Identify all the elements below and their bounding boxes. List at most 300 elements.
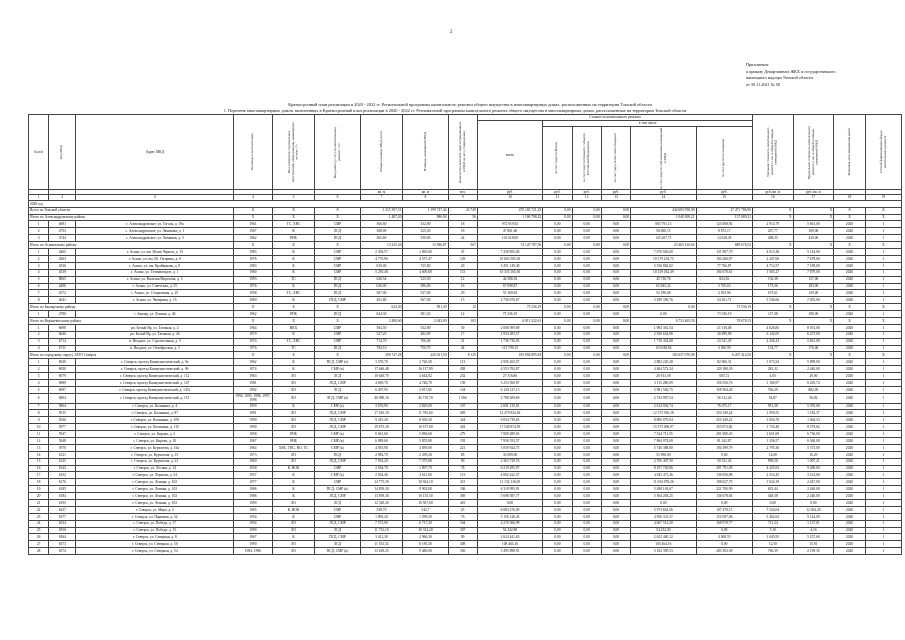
table-cell: 8 107 703,86 — [631, 465, 696, 472]
table-cell: 4780 — [49, 311, 76, 318]
table-row — [29, 221, 902, 228]
table-cell: 2 691 135,91 — [477, 403, 542, 410]
table-cell: г. Асино, ул. им. Крайванова, д. 8 — [76, 262, 234, 269]
table-cell: СМР (к) — [315, 431, 360, 438]
table-cell: 415 — [448, 479, 477, 486]
table-cell: 136 956,88 — [696, 472, 752, 479]
appendix-block — [746, 62, 901, 88]
table-cell: 1981 — [234, 379, 272, 386]
table-cell: 0,00 — [543, 451, 572, 458]
table-cell: X — [315, 304, 360, 311]
table-cell: 1 — [865, 290, 901, 297]
table-cell: 408,35 — [753, 235, 794, 242]
table-cell: 0,00 — [601, 410, 630, 417]
table-cell: 176,00 — [793, 345, 834, 352]
table-cell: 0,00 — [543, 438, 572, 445]
table-cell: 139 — [448, 379, 477, 386]
table-cell: 2020 — [834, 520, 866, 527]
subtotal-label: Итого по Александровскому району — [29, 214, 234, 221]
table-cell: 81 342,87 — [696, 438, 752, 445]
table-cell: 0,00 — [543, 479, 572, 486]
table-cell: 1990 — [234, 541, 272, 548]
table-cell: 7 524 711,55 — [631, 431, 696, 438]
table-cell: 0,00 — [543, 331, 572, 338]
unit-cell: кв. м — [403, 190, 448, 195]
table-cell: 11 553,32 — [360, 541, 403, 548]
table-cell: 2020 — [834, 458, 866, 465]
table-cell: ЛСД — [315, 386, 360, 393]
table-cell: 56 512,26 — [696, 393, 752, 403]
table-cell: СМР — [315, 338, 360, 345]
table-cell: 183,00 — [793, 283, 834, 290]
table-cell: 194 670,61 — [696, 269, 752, 276]
table-cell: ЛСД, СМР — [315, 379, 360, 386]
table-cell: 0,00 — [696, 527, 752, 534]
table-cell: 73 536,19 — [696, 304, 752, 311]
table-cell: 5 451 149,40 — [477, 262, 542, 269]
table-cell: 1 — [29, 221, 49, 228]
table-cell: 1986 — [234, 486, 272, 493]
table-cell: 0,00 — [572, 403, 601, 410]
table-cell: 1 — [865, 393, 901, 403]
table-cell: 0,00 — [601, 548, 630, 555]
table-cell: 0,00 — [543, 228, 572, 235]
table-cell: 185 894 895,84 — [477, 352, 542, 359]
table-cell: К — [272, 534, 315, 541]
table-cell: 1 — [865, 283, 901, 290]
table-cell: 137 089,21 — [696, 214, 752, 221]
table-cell: 2 — [29, 255, 49, 262]
table-cell: 542,7 — [403, 506, 448, 513]
table-cell: К — [272, 228, 315, 235]
table-cell: 1 007,21 — [793, 458, 834, 465]
table-cell: 4465 — [49, 249, 76, 256]
table-cell: 1 — [865, 228, 901, 235]
table-cell: 3 115 286,09 — [631, 379, 696, 386]
table-cell: г. Северск, проезд Коммунистический, д. 147 — [76, 379, 234, 386]
table-cell: ЛСД, СМР — [315, 410, 360, 417]
column-number-cell: 6 — [315, 195, 360, 200]
table-cell: 0,00 — [601, 304, 630, 311]
table-cell: 442 683 958,09 — [631, 207, 696, 214]
header-cost-fund: за счет средств Фонда — [543, 127, 572, 190]
table-cell: 2020 — [834, 331, 866, 338]
table-cell: 6125 — [49, 458, 76, 465]
table-cell: 56 — [448, 214, 477, 221]
table-cell: К — [272, 513, 315, 520]
table-cell: 4 945 471,46 — [631, 472, 696, 479]
table-cell: ЛСД, СМР — [315, 458, 360, 465]
table-cell: г. Северск, проезд Коммунистический, д. 112 — [76, 373, 234, 380]
table-cell: 0,00 — [696, 500, 752, 507]
table-cell: 2020 — [834, 359, 866, 366]
table-cell: 2 440,00 — [793, 486, 834, 493]
table-cell: 2 008 509,69 — [477, 324, 542, 331]
table-cell: X — [753, 304, 794, 311]
table-cell: 13 — [29, 444, 49, 451]
table-cell: 194 599,79 — [696, 444, 752, 451]
table-cell: 113 — [448, 472, 477, 479]
table-cell: 0,00 — [696, 541, 752, 548]
table-cell: 43 749 — [448, 207, 477, 214]
table-cell: 416 — [448, 500, 477, 507]
table-cell: 11 034 078,26 — [631, 479, 696, 486]
table-row — [29, 269, 902, 276]
table-cell: 1 — [865, 269, 901, 276]
table-cell: 2020 — [834, 410, 866, 417]
column-number-cell: 12 — [572, 195, 601, 200]
table-cell: 527,20 — [360, 331, 403, 338]
table-cell: СМР — [315, 331, 360, 338]
table-cell: К — [272, 486, 315, 493]
subtotal-label: Всего по Томской области — [29, 207, 234, 214]
year-row — [29, 200, 902, 207]
table-cell: 2 447,00 — [793, 479, 834, 486]
table-cell: 2 — [29, 366, 49, 373]
table-cell: 6 120 137,13 — [477, 386, 542, 393]
table-cell: 1976 — [234, 345, 272, 352]
table-cell: 4753 — [49, 228, 76, 235]
table-cell: 1 — [865, 324, 901, 331]
table-cell: ПСД — [315, 235, 360, 242]
table-cell: 10 — [29, 424, 49, 431]
table-cell: ВЧБ — [272, 311, 315, 318]
table-cell: 5 498 163,67 — [631, 486, 696, 493]
table-cell: 0,00 — [601, 506, 630, 513]
table-row — [29, 366, 902, 373]
table-cell: 6573 — [49, 541, 76, 548]
table-cell: 6 736,00 — [793, 431, 834, 438]
table-cell: 5 536 882,82 — [631, 262, 696, 269]
table-cell: 405 — [448, 410, 477, 417]
table-cell: 0,00 — [572, 493, 601, 500]
table-row — [29, 324, 902, 331]
table-cell: 2020 — [834, 444, 866, 451]
table-cell: г. Северск, ул. Кирова, д. 2 — [76, 431, 234, 438]
column-number-cell: 5 — [272, 195, 315, 200]
table-cell: 15,81 — [793, 541, 834, 548]
table-cell: X — [793, 242, 834, 249]
table-cell: 16 — [29, 465, 49, 472]
table-cell: ПСД, СМР — [315, 297, 360, 304]
table-cell: ВЧБ — [272, 431, 315, 438]
table-cell: 4691 — [49, 221, 76, 228]
table-cell: СМР — [315, 479, 360, 486]
table-cell: 2020 — [834, 290, 866, 297]
table-cell: 2 363 739,76 — [477, 458, 542, 465]
table-cell: 0,00 — [572, 458, 601, 465]
table-cell: 281 980,43 — [696, 431, 752, 438]
table-cell: 1 — [865, 338, 901, 345]
table-cell: с. Бакчар, ул. Ленина, д. 46 — [76, 311, 234, 318]
table-cell: 1 736 736,93 — [477, 338, 542, 345]
table-cell: 2020 — [834, 493, 866, 500]
table-cell: г. Асино, ул. Чичерина, д. 15 — [76, 297, 234, 304]
table-cell: ЛСД — [315, 373, 360, 380]
table-cell: 2020 — [834, 386, 866, 393]
table-cell: 0,00 — [543, 324, 572, 331]
table-cell: ВЧБ — [272, 438, 315, 445]
column-number-cell: 3 — [76, 195, 234, 200]
table-cell: 78 — [448, 465, 477, 472]
table-cell: 5 076,00 — [793, 403, 834, 410]
table-cell: 0,00 — [543, 338, 572, 345]
table-cell: 2 394,57 — [360, 249, 403, 256]
table-row — [29, 513, 902, 520]
table-cell: 3 — [29, 373, 49, 380]
table-cell: 0,00 — [601, 214, 630, 221]
table-cell: 5 050 924,75 — [477, 444, 542, 451]
table-cell: 1 — [865, 513, 901, 520]
subtotal-row — [29, 317, 902, 324]
table-cell: 6 497,95 — [360, 386, 403, 393]
table-cell: г. Северск, ул. Калинина, д. 87 — [76, 410, 234, 417]
column-number-cell: 10 — [477, 195, 542, 200]
table-cell: 0,00 — [601, 283, 630, 290]
table-cell: 1 — [865, 366, 901, 373]
table-cell: 6237 — [49, 506, 76, 513]
table-cell: 58 680,15 — [631, 228, 696, 235]
table-cell: 2 199,35 — [793, 548, 834, 555]
table-cell: 5 373,00 — [793, 444, 834, 451]
table-cell: 47 — [448, 249, 477, 256]
table-cell: 2020 — [834, 513, 866, 520]
table-cell: г. Северск, ул. Ленина, д. 102 — [76, 486, 234, 493]
table-cell: 0,00 — [543, 424, 572, 431]
table-cell: 0,00 — [601, 255, 630, 262]
table-cell: 21 — [448, 338, 477, 345]
table-cell: ЛСД, СМР (к) — [315, 393, 360, 403]
table-cell: СМР (к) — [315, 444, 360, 451]
table-cell: 0,00 — [601, 262, 630, 269]
subtotal-label: Итого по городскому округу ЗАТО Северск — [29, 352, 234, 359]
table-cell: ТС, ХВС — [272, 290, 315, 297]
table-cell: 1 — [865, 221, 901, 228]
table-cell: 0,00 — [572, 393, 601, 403]
table-cell: с. Александровское, ул. Химиков, д. 5 — [76, 235, 234, 242]
table-cell: 4,16 — [793, 527, 834, 534]
table-cell: 0,00 — [543, 221, 572, 228]
table-row — [29, 431, 902, 438]
table-cell: 0,00 — [572, 534, 601, 541]
table-cell: 0,00 — [601, 527, 630, 534]
table-cell: 9 054 739,65 — [477, 417, 542, 424]
table-cell: 5947 — [49, 431, 76, 438]
table-cell: 0,00 — [543, 311, 572, 318]
table-cell: 137,00 — [793, 276, 834, 283]
table-cell: ТС — [272, 276, 315, 283]
header-plan-date: Плановая дата завершения работ — [834, 115, 866, 190]
table-cell: 2020 — [834, 431, 866, 438]
table-cell: СМР — [315, 262, 360, 269]
table-cell: 0,00 — [601, 228, 630, 235]
table-cell: 136,38 — [753, 276, 794, 283]
table-cell: X — [315, 352, 360, 359]
table-cell: 6 142,05 — [753, 331, 794, 338]
table-cell: 605,72 — [696, 373, 752, 380]
table-cell: 34 161,71 — [696, 297, 752, 304]
table-cell: 6377 — [49, 513, 76, 520]
table-row — [29, 410, 902, 417]
table-cell: г. Северск, проезд Коммунистический, д. 9а — [76, 359, 234, 366]
table-cell: г. Северск, ул. Курчатова, д. 21 — [76, 458, 234, 465]
table-cell: 410,00 — [793, 235, 834, 242]
table-cell: 537,00 — [403, 290, 448, 297]
table-cell: 2020 — [834, 276, 866, 283]
table-cell: 6989 — [49, 379, 76, 386]
table-cell: 1 — [865, 331, 901, 338]
column-number-cell: 17 — [793, 195, 834, 200]
table-cell: г. Северск, ул. Калинина, д. 4 — [76, 403, 234, 410]
table-cell: X — [234, 317, 272, 324]
table-cell: 1963 — [234, 373, 272, 380]
table-cell: 99 — [448, 458, 477, 465]
table-cell: 1 — [865, 373, 901, 380]
table-cell: 0,00 — [572, 472, 601, 479]
table-cell: 75 336,19 — [477, 311, 542, 318]
table-cell: 581,30 — [403, 304, 448, 311]
table-cell: 1965 — [234, 506, 272, 513]
table-cell: 1 — [865, 458, 901, 465]
table-cell: 2020 — [834, 311, 866, 318]
table-cell: 1 725,49 — [753, 424, 794, 431]
table-cell: 10 139 032,49 — [631, 269, 696, 276]
header-cost-region: за счет средств бюджета субъекта Российской Федерации — [572, 127, 601, 190]
table-cell: СМР — [315, 269, 360, 276]
table-cell: ЛО — [272, 379, 315, 386]
table-cell: 129,00 — [793, 290, 834, 297]
table-cell: 6714 — [49, 338, 76, 345]
table-cell: 4 404 572,34 — [631, 366, 696, 373]
table-cell: 2 756 076,67 — [477, 297, 542, 304]
table-cell: 255 349,22 — [696, 417, 752, 424]
table-cell: 6574 — [49, 548, 76, 555]
table-cell: 5 817,85 — [403, 386, 448, 393]
table-cell: г. Северск, ул. Победа, д. 15 — [76, 527, 234, 534]
table-cell: 19 — [29, 486, 49, 493]
table-cell: 7 573,90 — [360, 520, 403, 527]
table-cell: X — [793, 352, 834, 359]
table-cell: 1 566 — [448, 393, 477, 403]
table-cell: 4,05 — [753, 373, 794, 380]
column-number-cell: 14 — [631, 195, 696, 200]
table-cell: 0,00 — [572, 451, 601, 458]
table-cell: 20 — [29, 493, 49, 500]
table-cell: 4 746,70 — [403, 379, 448, 386]
table-cell: 1959 — [234, 403, 272, 410]
table-cell: с. Александровское, ул. Лачинова, д. 1 — [76, 228, 234, 235]
table-cell: 1964 — [234, 324, 272, 331]
table-cell: 23 465 410,64 — [631, 242, 696, 249]
table-cell: 5926 — [49, 417, 76, 424]
table-cell: 8 185,30 — [403, 541, 448, 548]
table-cell: 2020 — [834, 262, 866, 269]
table-cell: СМР (к) — [315, 366, 360, 373]
table-cell: 0,00 — [543, 366, 572, 373]
unit-cell: руб. — [477, 190, 542, 195]
table-row — [29, 493, 902, 500]
table-cell: К — [272, 297, 315, 304]
table-cell: ПСД, СМР (к) — [315, 548, 360, 555]
table-cell: 353 873,82 — [696, 424, 752, 431]
table-cell: 2 956 265,57 — [477, 359, 542, 366]
table-cell: 0,00 — [572, 338, 601, 345]
table-cell: г. Северск, ул. Северная, д. 50 — [76, 541, 234, 548]
table-cell: 6534 — [49, 520, 76, 527]
table-row — [29, 393, 902, 403]
table-cell: 0,00 — [543, 276, 572, 283]
table-cell: 5 144,00 — [793, 513, 834, 520]
table-cell: 0,00 — [572, 283, 601, 290]
table-cell: 14 618,45 — [696, 235, 752, 242]
table-cell: 635,44 — [753, 486, 794, 493]
table-cell: 5 156 128,43 — [477, 513, 542, 520]
table-cell: 12 — [448, 276, 477, 283]
table-cell: К — [272, 359, 315, 366]
table-row — [29, 262, 902, 269]
table-cell: г. Северск, проезд Коммунистический, д. 147а — [76, 386, 234, 393]
table-cell: 5 836,60 — [403, 431, 448, 438]
table-cell: 2020 — [834, 472, 866, 479]
table-cell: 0,00 — [572, 479, 601, 486]
table-cell: 307 — [448, 527, 477, 534]
table-cell: 9 400,00 — [793, 465, 834, 472]
table-cell: с. Александровское, ул. Гоголя, д. 19а — [76, 221, 234, 228]
table-cell: 12 — [29, 438, 49, 445]
table-cell: 324 — [448, 417, 477, 424]
table-cell: 567,00 — [360, 290, 403, 297]
table-cell: 107,61 — [753, 290, 794, 297]
table-cell: СМР (к) — [315, 472, 360, 479]
table-cell: 0,00 — [572, 548, 601, 555]
table-cell: 6997 — [49, 386, 76, 393]
table-cell: 1962 — [234, 359, 272, 366]
table-cell: К — [272, 366, 315, 373]
table-cell: 6 089,60 — [360, 438, 403, 445]
table-cell: 1 — [865, 276, 901, 283]
table-cell: ЛСД — [315, 541, 360, 548]
header-unit-cost: Удельная стоимость капитального ремонта 1 кв. м общей площади помещений МКД — [753, 115, 794, 190]
table-cell: К — [272, 331, 315, 338]
document-title: Краткосрочный план реализации в 2020 - 2022 гг. Региональной программы капитального ремонта общего имущества в многоквартирных домах, расположенных на территории Томской области — [288, 102, 652, 107]
table-cell: ПСД — [315, 451, 360, 458]
table-cell: 82 006,31 — [696, 359, 752, 366]
table-cell: 1 — [865, 235, 901, 242]
year-label: 2020 год — [29, 200, 902, 207]
table-cell: X — [315, 207, 360, 214]
table-cell: 1958 — [234, 465, 272, 472]
table-cell: 0,00 — [572, 465, 601, 472]
table-cell: 1 315 397,51 — [360, 207, 403, 214]
subtotal-row — [29, 214, 902, 221]
table-cell: 0,00 — [572, 541, 601, 548]
table-cell: ЛО — [272, 500, 315, 507]
table-cell: ЛО — [272, 527, 315, 534]
table-cell: 47 861,60 — [477, 228, 542, 235]
table-cell: ЛСД — [315, 228, 360, 235]
header-mkd-code: Код МКД — [49, 115, 76, 190]
table-cell: 6195 — [49, 500, 76, 507]
table-cell: 0,00 — [543, 500, 572, 507]
table-row — [29, 486, 902, 493]
table-cell: 12 — [448, 304, 477, 311]
table-cell: 10 924,10 — [403, 479, 448, 486]
table-cell: 13 859,30 — [360, 493, 403, 500]
table-cell: 17 265,10 — [360, 410, 403, 417]
table-cell: 0,00 — [572, 359, 601, 366]
table-cell: 4 644,82 — [403, 373, 448, 380]
table-cell: 4 892 422,37 — [477, 472, 542, 479]
